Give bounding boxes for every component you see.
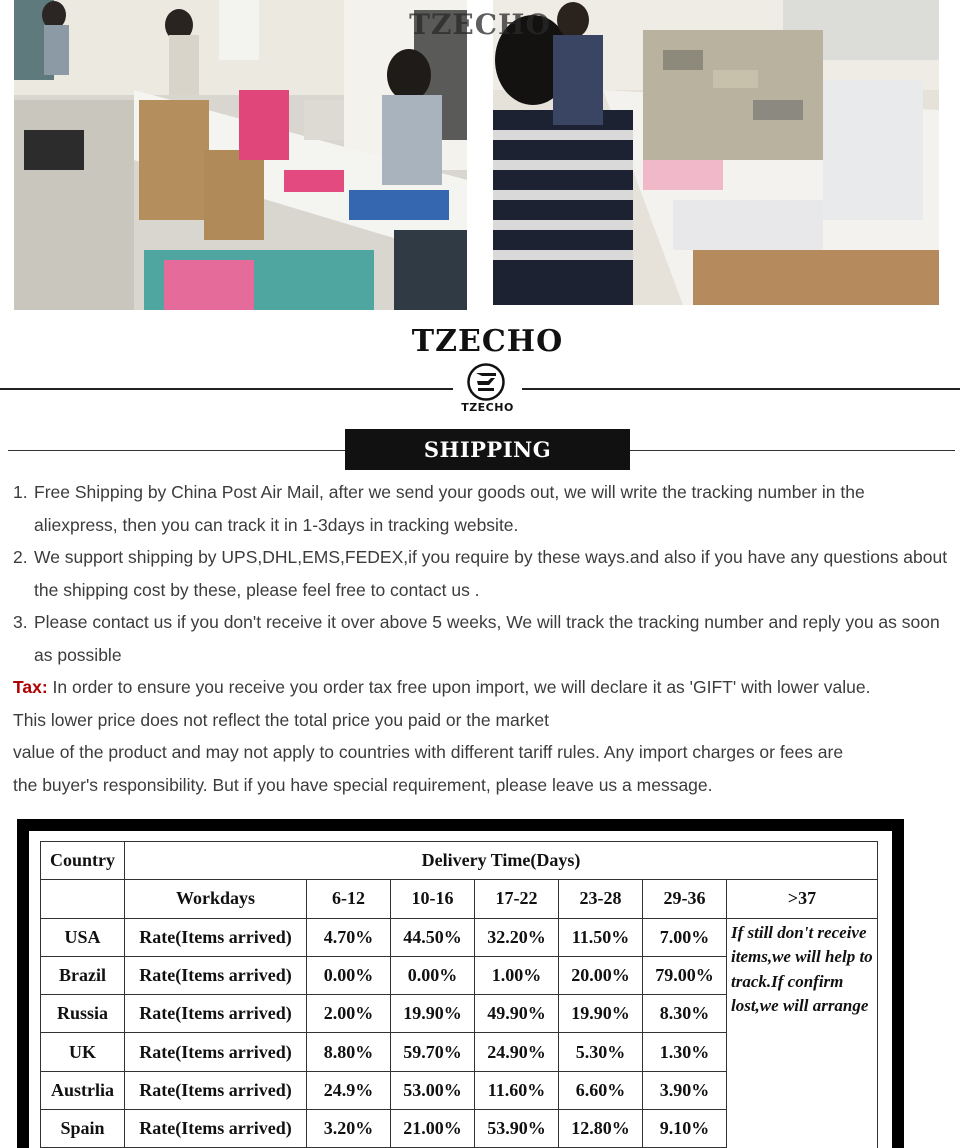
rate-cell: 2.00%	[307, 995, 391, 1033]
rate-cell: 20.00%	[559, 956, 643, 994]
rate-cell: 0.00%	[391, 956, 475, 994]
rate-cell: 24.9%	[307, 1071, 391, 1109]
shipping-item-text: We support shipping by UPS,DHL,EMS,FEDEX,if you require by these ways.and also if you have any questions about the shipping cost by these, please feel free to contact us .	[34, 547, 948, 600]
rate-cell: 0.00%	[307, 956, 391, 994]
shipping-rule-right	[630, 450, 955, 451]
shipping-item-text: Please contact us if you don't receive it over above 5 weeks, We will track the tracking number and reply you as soon as possible	[34, 612, 940, 665]
shipping-item-number: 1.	[13, 482, 28, 502]
rate-cell: 19.90%	[391, 995, 475, 1033]
rate-label-cell: Rate(Items arrived)	[125, 1071, 307, 1109]
rate-cell: 32.20%	[475, 918, 559, 956]
country-cell: USA	[41, 918, 125, 956]
range-header: 10-16	[391, 880, 475, 918]
rate-cell: 3.20%	[307, 1110, 391, 1148]
table-row	[41, 918, 878, 956]
tax-text-line3: value of the product and may not apply to countries with different tariff rules. Any import charges or fees are	[13, 742, 844, 762]
shipping-heading: SHIPPING	[345, 429, 630, 470]
country-cell: Spain	[41, 1110, 125, 1148]
delivery-header: Delivery Time(Days)	[125, 842, 878, 880]
rate-label-cell: Rate(Items arrived)	[125, 1110, 307, 1148]
range-header: 17-22	[475, 880, 559, 918]
table-subheader-row	[41, 880, 878, 918]
shipping-rule-left	[8, 450, 345, 451]
tax-label: Tax:	[13, 677, 48, 697]
rate-cell: 9.10%	[643, 1110, 727, 1148]
tax-text-line2: This lower price does not reflect the total price you paid or the market	[13, 709, 549, 730]
range-header: 6-12	[307, 880, 391, 918]
rate-cell: 1.30%	[643, 1033, 727, 1071]
shipping-item-number: 3.	[13, 612, 28, 632]
table-header-row	[41, 842, 878, 880]
rate-cell: 8.30%	[643, 995, 727, 1033]
rate-cell: 53.90%	[475, 1110, 559, 1148]
rate-cell: 5.30%	[559, 1033, 643, 1071]
rate-cell: 49.90%	[475, 995, 559, 1033]
rate-cell: 6.60%	[559, 1071, 643, 1109]
rate-cell: 24.90%	[475, 1033, 559, 1071]
brand-small-label: TZECHO	[461, 401, 514, 414]
rate-cell: 79.00%	[643, 956, 727, 994]
rate-cell: 53.00%	[391, 1071, 475, 1109]
tax-text-line4: the buyer's responsibility. But if you have special requirement, please leave us a message.	[13, 774, 713, 795]
divider-line-right	[522, 388, 960, 390]
country-cell: Austrlia	[41, 1071, 125, 1109]
shipping-info	[13, 476, 953, 801]
rate-label-cell: Rate(Items arrived)	[125, 956, 307, 994]
range-header: 29-36	[643, 880, 727, 918]
country-cell: Brazil	[41, 956, 125, 994]
brand-logo-icon	[466, 362, 506, 402]
rate-cell: 11.60%	[475, 1071, 559, 1109]
rate-cell: 19.90%	[559, 995, 643, 1033]
rate-cell: 7.00%	[643, 918, 727, 956]
range-header: 23-28	[559, 880, 643, 918]
tax-text-line1: In order to ensure you receive you order tax free upon import, we will declare it as 'GIFT' with lower value.	[47, 677, 871, 697]
rate-label-cell: Rate(Items arrived)	[125, 995, 307, 1033]
factory-photo-packing	[493, 0, 939, 305]
rate-cell: 12.80%	[559, 1110, 643, 1148]
rate-label-cell: Rate(Items arrived)	[125, 1033, 307, 1071]
rate-label-cell: Rate(Items arrived)	[125, 918, 307, 956]
delivery-time-table	[40, 841, 878, 1148]
shipping-item	[13, 606, 953, 671]
rate-cell: 11.50%	[559, 918, 643, 956]
workdays-header: Workdays	[125, 880, 307, 918]
rate-cell: 3.90%	[643, 1071, 727, 1109]
country-header: Country	[41, 842, 125, 880]
range-header: >37	[727, 880, 878, 918]
rate-cell: 21.00%	[391, 1110, 475, 1148]
shipping-item	[13, 476, 953, 541]
country-cell: UK	[41, 1033, 125, 1071]
factory-photo-sewing	[14, 0, 467, 310]
brand-title: TZECHO	[411, 324, 564, 359]
lost-item-note: If still don't receive items,we will help to track.If confirm lost,we will arrange	[727, 918, 878, 1148]
rate-cell: 1.00%	[475, 956, 559, 994]
rate-cell: 8.80%	[307, 1033, 391, 1071]
divider-line-left	[0, 388, 453, 390]
empty-cell	[41, 880, 125, 918]
shipping-item	[13, 541, 953, 606]
country-cell: Russia	[41, 995, 125, 1033]
shipping-item-text: Free Shipping by China Post Air Mail, after we send your goods out, we will write the tracking number in the aliexpress, then you can track it in 1-3days in tracking website.	[34, 482, 865, 535]
rate-cell: 4.70%	[307, 918, 391, 956]
rate-cell: 59.70%	[391, 1033, 475, 1071]
brand-watermark: TZECHO	[409, 8, 551, 41]
tax-paragraph	[13, 671, 953, 704]
shipping-item-number: 2.	[13, 547, 28, 567]
rate-cell: 44.50%	[391, 918, 475, 956]
